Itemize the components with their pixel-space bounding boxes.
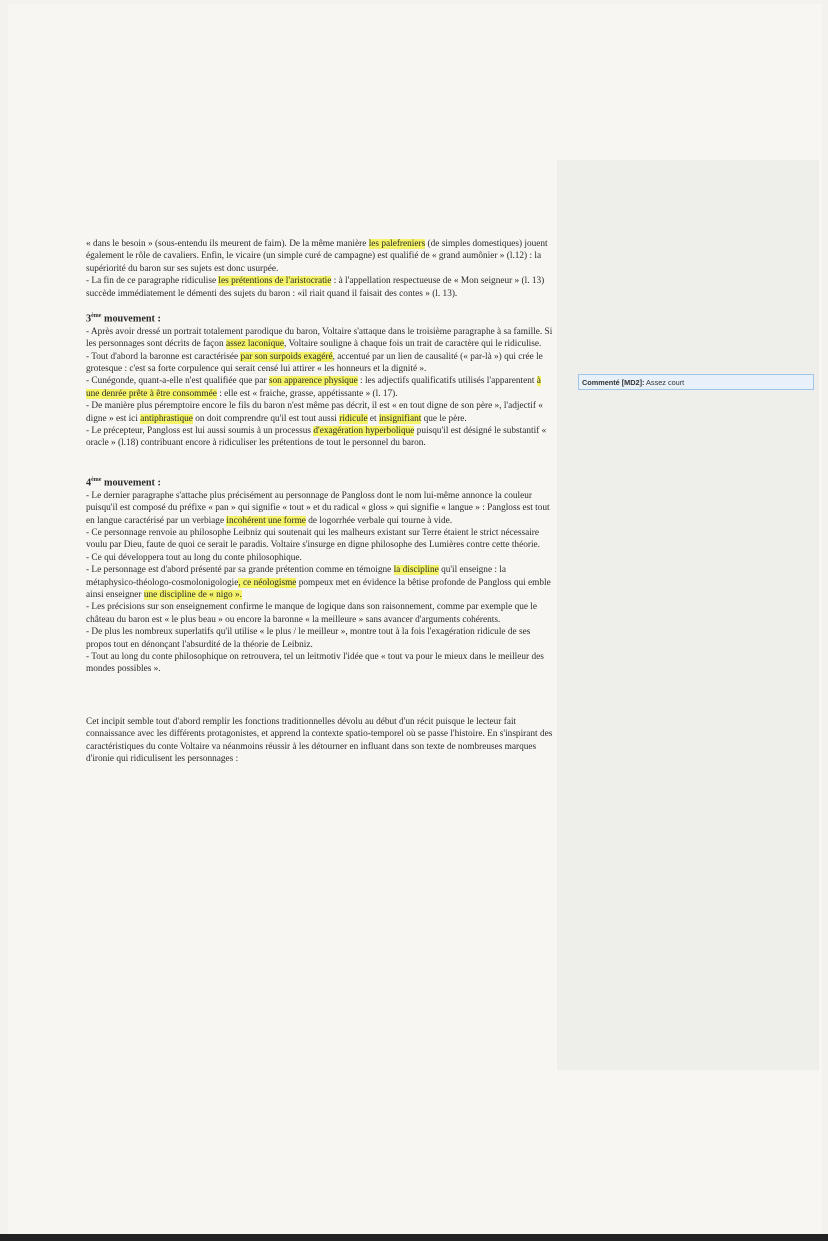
highlight: par son surpoids exagéré xyxy=(240,351,333,362)
highlight: d'exagération hyperbolique xyxy=(313,426,415,437)
highlight: antiphrastique xyxy=(140,413,193,424)
highlight: son apparence physique xyxy=(268,376,358,387)
comment-text: Assez court xyxy=(644,378,685,387)
comment-margin xyxy=(557,160,819,1070)
paragraph: - Ce qui développera tout au long du conte philosophique. xyxy=(86,552,302,563)
paragraph: - Ce personnage renvoie au philosophe Leibniz qui soutenait qui les malheurs existant sur Terre étaient le strict nécessaire voulu par Dieu, faute de quoi ce serait le paradis. Voltaire s'insurge en digne philosophe des Lumières contre cette théorie. xyxy=(86,527,540,551)
highlight: les prétentions de l'aristocratie xyxy=(218,276,332,287)
conclusion-paragraph: Cet incipit semble tout d'abord remplir les fonctions traditionnelles dévolu au début d'un récit puisque le lecteur fait connaissance avec les différents protagonistes, et apprend la contexte spatio-temporel où se passe l'histoire. En s'inspirant des caractéristiques du conte Voltaire va néanmoins réussir à les détourner en influant dans son texte de nombreuses marques d'ironie qui ridiculisent les personnages : xyxy=(86,716,553,764)
highlight: assez laconique xyxy=(225,339,285,350)
highlight: une discipline de « nigo ». xyxy=(143,589,242,600)
paragraph-intro: « dans le besoin » (sous-entendu ils meurent de faim). De la même manière les palefreniers (de simples domestiques) jouent également le rôle de cavaliers. Enfin, le vicaire (un simple curé de campagne) est qualifié de « grand aumônier » (l.12) : la supériorité du baron sur ses sujets est donc usurpée. xyxy=(86,239,548,274)
highlight: ridicule xyxy=(339,413,368,424)
section-heading-3: 3ème mouvement : xyxy=(86,313,161,325)
paragraph-intro-2: - La fin de ce paragraphe ridiculise les prétentions de l'aristocratie : à l'appellation respectueuse de « Mon seigneur » (l. 13) succède immédiatement le démenti des sujets du baron : «il riait quand il faisait des contes » (l. 13). xyxy=(86,276,545,299)
highlight: les palefreniers xyxy=(368,239,426,249)
paragraph: - De manière plus péremptoire encore le fils du baron n'est même pas décrit, il est « en tout digne de son père », l'adjectif « digne » est ici antiphrastique on doit comprendre qu'il est tout aussi ridicule et insignifiant que le père. xyxy=(86,401,543,424)
highlight: incohérent une forme xyxy=(226,515,306,526)
paragraph: - Le dernier paragraphe s'attache plus précisément au personnage de Pangloss dont le nom lui-même annonce la couleur puisqu'il est composé du préfixe « pan » qui signifie « tout » et du radical « gloss » qui signifie « langue » : Pangloss est tout en langue caractérisé par un verbiage incohérent une forme de logorrhée verbale qui tourne à vide. xyxy=(86,490,550,526)
paragraph: - Cunégonde, quant-a-elle n'est qualifiée que par son apparence physique : les adjectifs qualificatifs utilisés l'apparentent à une denrée prête à être consommée : elle est « fraiche, grasse, appétissante » (l. 17). xyxy=(86,376,541,399)
paragraph: - Tout d'abord la baronne est caractérisée par son surpoids exagéré, accentué par un lien de causalité (« par-là ») qui crée le grotesque : c'est sa forte corpulence qui serait censé lui attirer « les honneurs et la dignité ». xyxy=(86,351,543,375)
paragraph: - Les précisions sur son enseignement confirme le manque de logique dans son raisonnement, comme par exemple que le château du baron est « le plus beau » ou encore la baronne « la meilleure » sans avancer d'arguments cohérents. xyxy=(86,602,538,625)
highlight: la discipline xyxy=(393,565,439,576)
comment-label: Commenté [MD2]: xyxy=(582,378,645,387)
paragraph: - Après avoir dressé un portrait totalement parodique du baron, Voltaire s'attaque dans le troisième paragraphe à sa famille. Si les personnages sont décrits de façon assez laconique, Voltaire souligne à chaque fois un trait de caractère qui le ridiculise. xyxy=(86,326,553,350)
paragraph: - Le précepteur, Pangloss est lui aussi soumis à un processus d'exagération hyperbolique puisqu'il est désigné le substantif « oracle » (l.18) contribuant encore à ridiculiser les prétentions de tout le personnel du baron. xyxy=(86,426,547,449)
page-bottom-edge xyxy=(0,1234,828,1241)
highlight: , ce néologisme xyxy=(238,577,297,588)
paragraph: - Tout au long du conte philosophique on retrouvera, tel un leitmotiv l'idée que « tout va pour le mieux dans le meilleur des mondes possibles ». xyxy=(86,651,544,675)
review-comment[interactable] xyxy=(578,374,814,390)
section-heading-4: 4ème mouvement : xyxy=(86,476,161,489)
paragraph: - Le personnage est d'abord présenté par sa grande prétention comme en témoigne la discipline qu'il enseigne : la métaphysico-théologo-cosmolonigologie, ce néologisme pompeux met en évidence la bêtise profonde de Pangloss qui emble ainsi enseigner une discipline de « nigo ». xyxy=(86,565,551,600)
highlight: insignifiant xyxy=(378,413,422,424)
paragraph: - De plus les nombreux superlatifs qu'il utilise « le plus / le meilleur », montre tout à la fois l'exagération ridicule de ses propos tout en dénonçant l'absurdité de la théorie de Leibniz. xyxy=(86,627,531,650)
highlight: à une denrée prête à être consommée xyxy=(86,376,541,399)
document-body xyxy=(86,238,556,765)
